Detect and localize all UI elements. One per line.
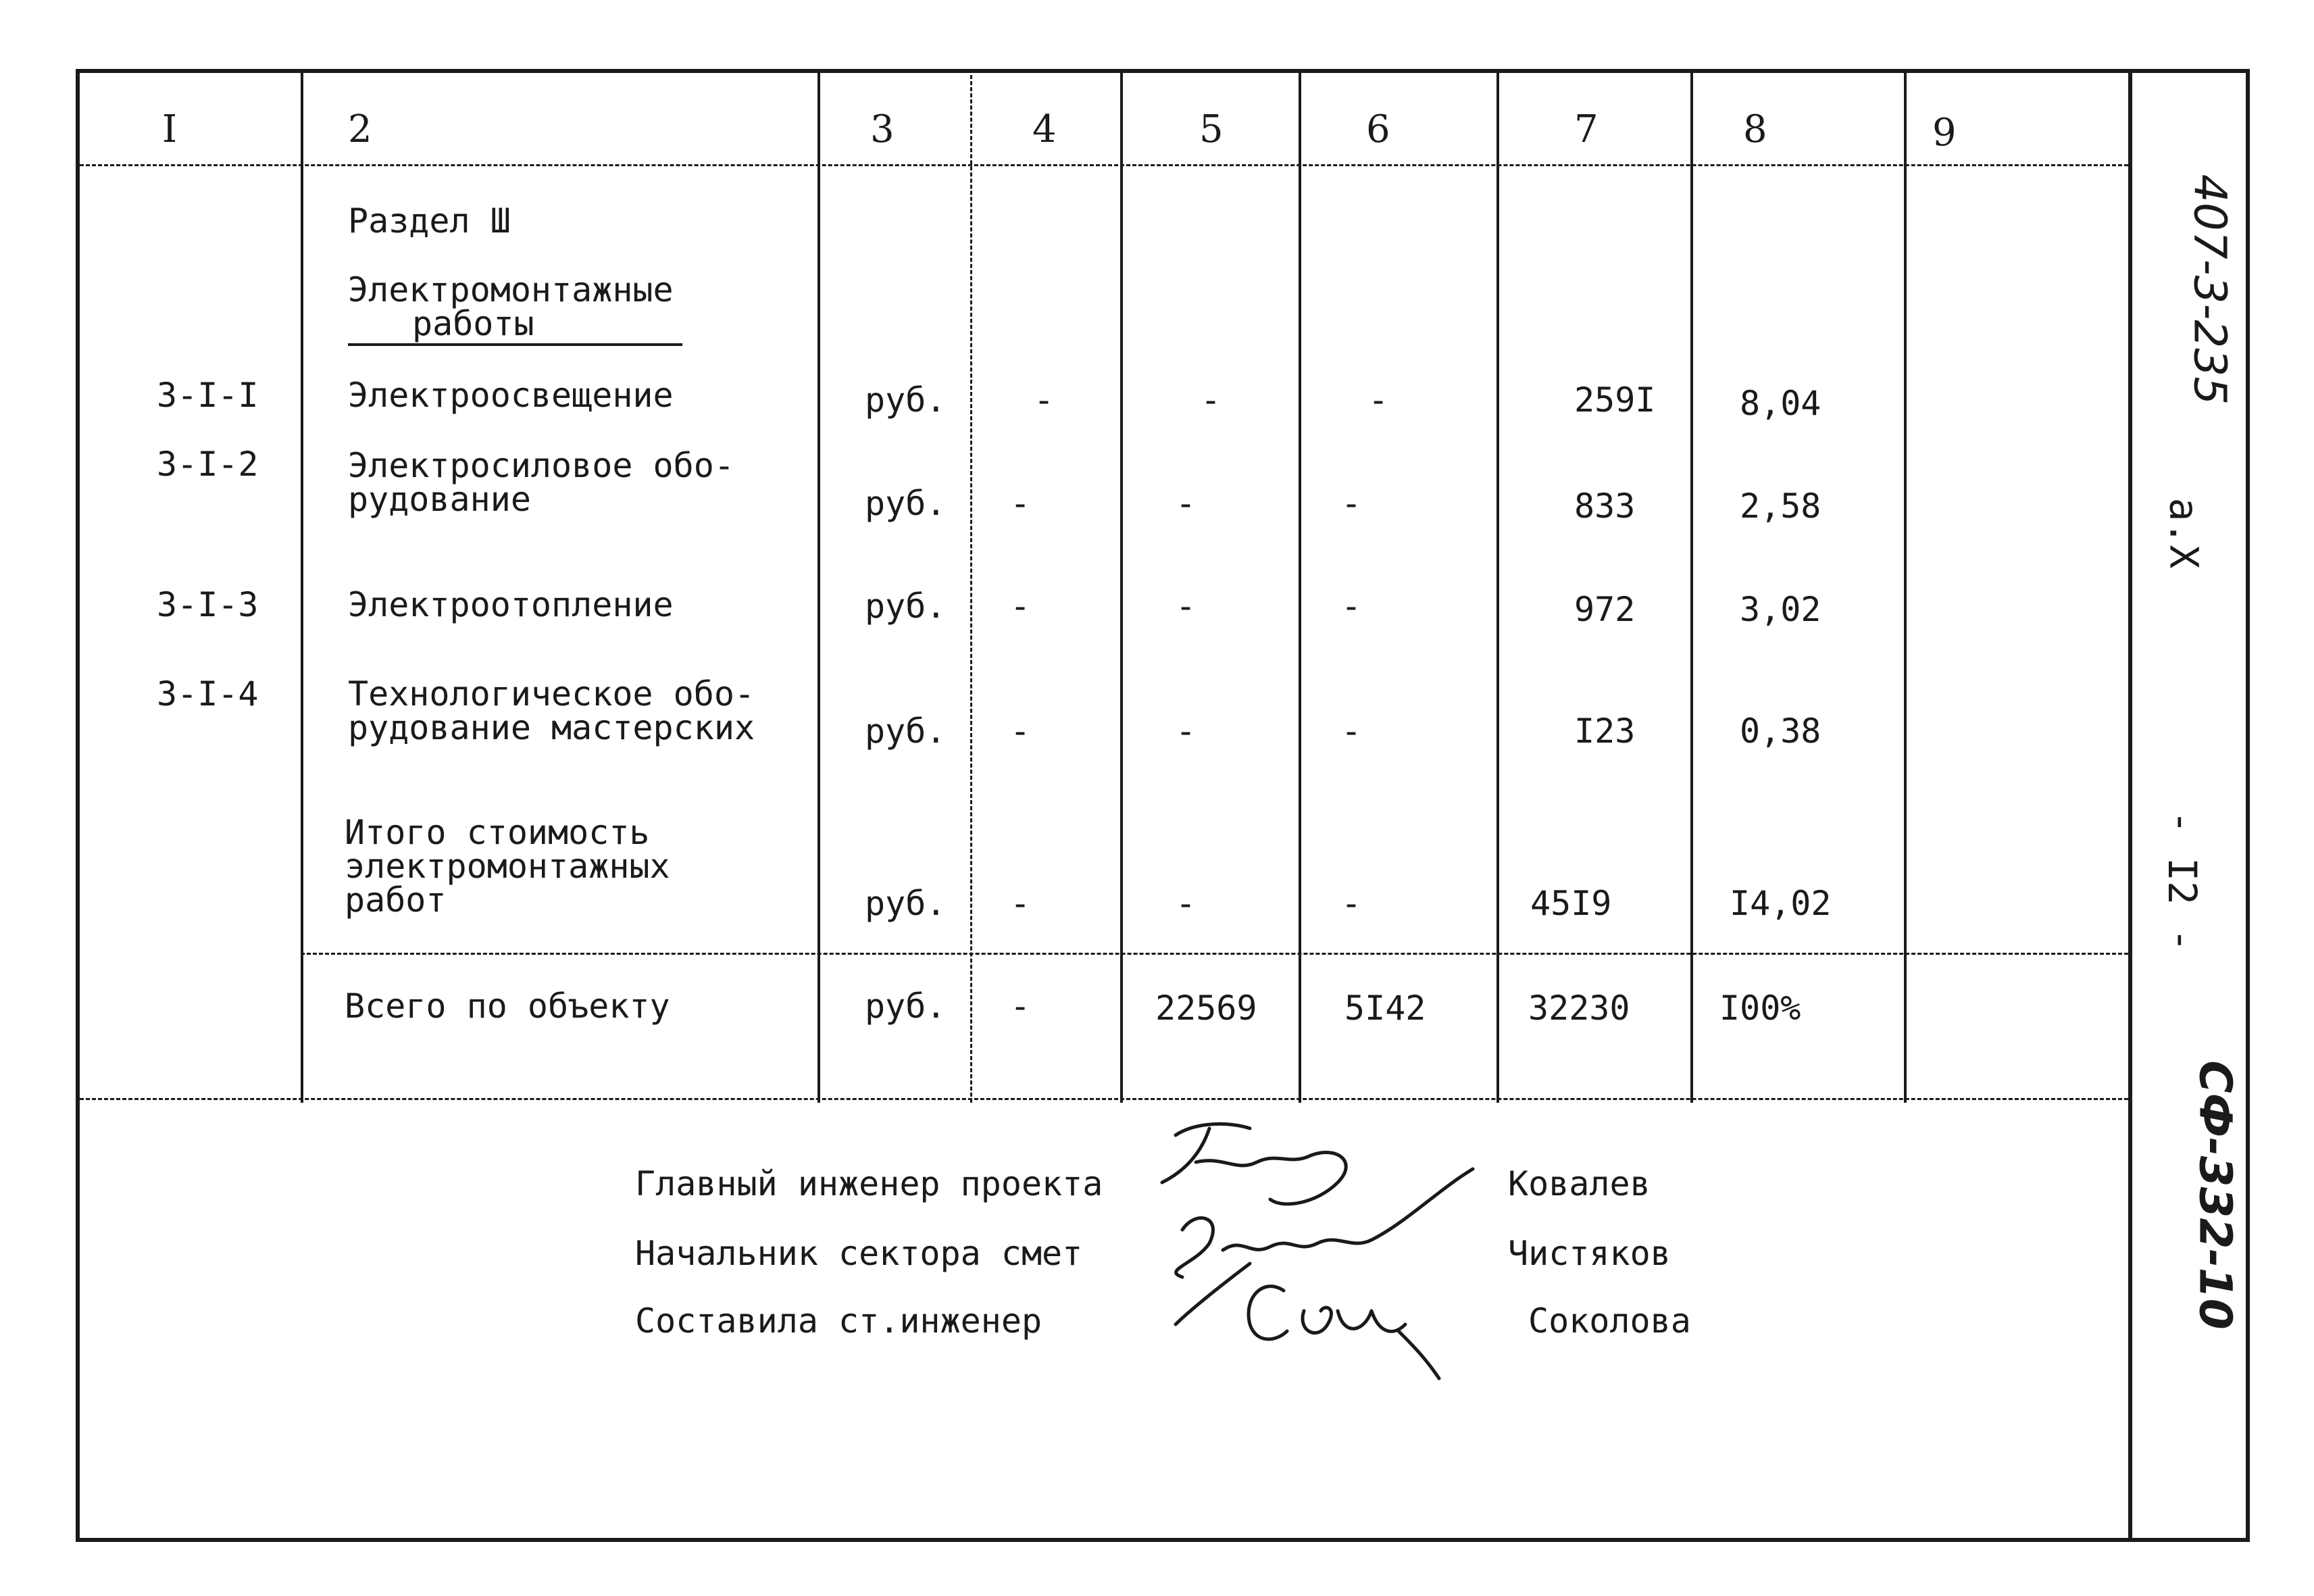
row-4-c4: - [1010,712,1031,751]
total-unit: руб. [865,987,947,1026]
side-stamp-code-bottom: СФ-332-10 [2189,1060,2242,1330]
row-4-c6: - [1341,712,1362,751]
subtotal-c6: - [1341,884,1362,923]
row-2-name-line1: Электросиловое обо- [348,446,734,485]
row-3-code: 3-I-3 [157,585,259,624]
col-line-6 [1496,69,1499,1103]
header-col-1: I [162,107,178,151]
subtotal-c4: - [1010,884,1031,923]
header-separator [80,164,2128,166]
row-4-name-line1: Технологическое обо- [348,674,755,714]
signature-mark-1 [1162,1124,1346,1203]
row-4-c7: I23 [1574,712,1636,751]
row-3-c7: 972 [1574,590,1636,629]
signature-name-1: Ковалев [1508,1164,1651,1203]
row-2-c5: - [1176,484,1197,523]
col-line-4 [1120,69,1123,1103]
row-3-c6: - [1341,587,1362,626]
header-col-5: 5 [1199,107,1224,151]
header-col-4: 4 [1032,107,1057,151]
row-1-c8: 8,04 [1740,384,1821,423]
row-2-c4: - [1010,484,1031,523]
table-bottom-line [80,1098,2128,1100]
row-3-name: Электроотопление [348,585,674,624]
side-stamp-border [2128,69,2132,1542]
row-2-code: 3-I-2 [157,445,259,484]
row-3-unit: руб. [865,587,947,626]
subsection-underline [348,343,682,346]
subtotal-label-line2: электромонтажных [345,847,670,886]
signature-role-1: Главный инженер проекта [635,1164,1103,1203]
header-col-8: 8 [1743,107,1767,151]
subsection-title-line2: работы [412,304,534,343]
row-1-c4: - [1034,380,1055,420]
row-1-c7: 259I [1574,380,1656,420]
total-c4: - [1010,987,1031,1026]
subsection-title-line1: Электромонтажные [348,270,674,309]
col-line-3 [970,69,972,1103]
total-label: Всего по объекту [345,987,670,1026]
row-1-code: 3-I-I [157,376,259,415]
signature-mark-3 [1176,1264,1439,1378]
row-1-c6: - [1368,380,1389,420]
col-line-1 [301,69,303,1103]
col-line-2 [818,69,820,1103]
header-col-2: 2 [348,107,372,151]
handwritten-signatures [1135,1108,1513,1412]
side-stamp-page: - I2 - [2159,810,2205,952]
subtotal-c7: 45I9 [1530,884,1612,923]
header-col-6: 6 [1366,107,1390,151]
col-line-8 [1904,69,1907,1103]
row-2-name-line2: рудование [348,480,531,519]
row-4-unit: руб. [865,712,947,751]
row-4-c5: - [1176,712,1197,751]
subtotal-c5: - [1176,884,1197,923]
row-2-unit: руб. [865,484,947,523]
total-c8: I00% [1719,989,1801,1028]
signature-role-3: Составила ст.инженер [635,1301,1042,1341]
row-2-c6: - [1341,484,1362,523]
total-c5: 22569 [1155,989,1257,1028]
row-3-c5: - [1176,587,1197,626]
col-line-5 [1299,69,1301,1103]
subtotal-separator [301,953,2128,955]
row-1-c5: - [1201,380,1222,420]
header-col-9: 9 [1932,111,1957,155]
subtotal-label-line1: Итого стоимость [345,813,650,852]
header-col-3: 3 [870,107,895,151]
signature-name-3: Соколова [1528,1301,1691,1341]
row-3-c8: 3,02 [1740,590,1821,629]
signature-name-2: Чистяков [1508,1234,1671,1273]
row-4-code: 3-I-4 [157,674,259,714]
subtotal-unit: руб. [865,884,947,923]
header-col-7: 7 [1574,107,1599,151]
total-c7: 32230 [1528,989,1630,1028]
subtotal-label-line3: рабoт [345,880,447,920]
subtotal-c8: I4,02 [1730,884,1832,923]
signature-role-2: Начальник сектора смет [635,1234,1083,1273]
total-c6: 5I42 [1344,989,1426,1028]
col-line-7 [1690,69,1693,1103]
signature-mark-2 [1176,1169,1473,1277]
side-stamp-album: а.Х [2161,497,2207,569]
row-3-c4: - [1010,587,1031,626]
side-stamp-code-top: 407-3-235 [2184,174,2236,405]
row-2-c8: 2,58 [1740,487,1821,526]
row-4-name-line2: рудование мастерских [348,708,755,747]
row-2-c7: 833 [1574,487,1636,526]
row-4-c8: 0,38 [1740,712,1821,751]
row-1-name: Электроосвещение [348,376,674,415]
row-1-unit: руб. [865,380,947,420]
section-title: Раздел Ш [348,201,511,241]
